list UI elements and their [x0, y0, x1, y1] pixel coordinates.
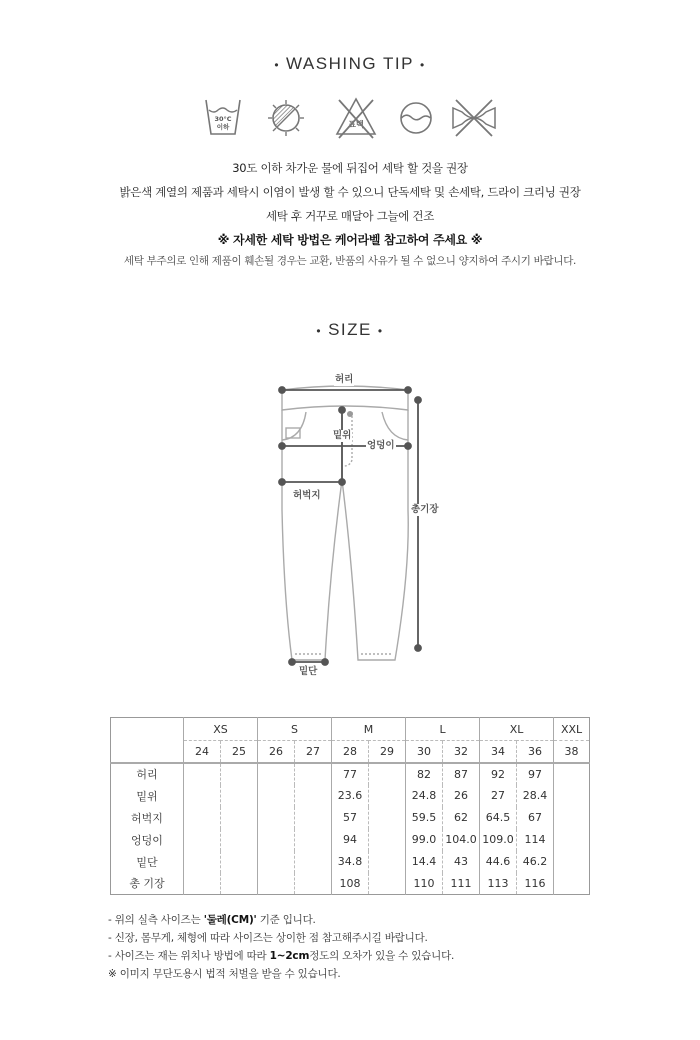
size-group-xs: XS — [184, 718, 258, 741]
table-row-hip — [111, 829, 590, 851]
label-total-length: 총기장 — [411, 504, 439, 515]
cell: 64.5 — [480, 807, 517, 829]
cell — [258, 851, 295, 873]
size-27: 27 — [295, 741, 332, 763]
no-direct-sun-icon — [262, 96, 310, 140]
note-text: ※ 이미지 무단도용시 법적 처벌을 받을 수 있습니다. — [108, 968, 341, 980]
size-34: 34 — [480, 741, 517, 763]
cell — [295, 851, 332, 873]
cell: 111 — [443, 873, 480, 895]
tip-line: 세탁 후 거꾸로 매달아 그늘에 건조 — [265, 209, 435, 223]
cell — [258, 785, 295, 807]
cell: 34.8 — [332, 851, 369, 873]
cell — [221, 829, 258, 851]
size-group-header-row — [111, 718, 590, 741]
cell: 77 — [332, 763, 369, 785]
cell — [221, 851, 258, 873]
svg-text:이하: 이하 — [216, 123, 230, 131]
cell — [554, 763, 590, 785]
table-row-waist — [111, 763, 590, 785]
cell: 116 — [517, 873, 554, 895]
size-38: 38 — [554, 741, 590, 763]
row-label: 밑단 — [136, 855, 158, 869]
cell — [295, 829, 332, 851]
no-wring-icon — [450, 96, 498, 140]
size-36: 36 — [517, 741, 554, 763]
washing-tip-title — [0, 54, 700, 74]
cell — [369, 829, 406, 851]
cell — [258, 873, 295, 895]
note-text: - 신장, 몸무게, 체형에 따라 사이즈는 상이한 점 참고해주시길 바랍니다. — [108, 932, 428, 944]
header-corner-cell — [111, 718, 184, 763]
size-group-xxl: XXL — [554, 718, 590, 741]
bullet-dot: • — [316, 323, 323, 338]
cell: 43 — [443, 851, 480, 873]
cell: 97 — [517, 763, 554, 785]
table-row-hem — [111, 851, 590, 873]
size-table — [110, 717, 590, 895]
cell — [554, 829, 590, 851]
cell: 62 — [443, 807, 480, 829]
cell — [221, 785, 258, 807]
label-hem: 밑단 — [299, 666, 318, 677]
cell — [184, 785, 221, 807]
size-group-xl: XL — [480, 718, 554, 741]
row-label: 허리 — [136, 768, 158, 781]
row-label: 총 기장 — [129, 877, 165, 891]
tip-line: 30도 이하 차가운 물에 뒤집어 세탁 할 것을 권장 — [232, 161, 468, 175]
cell: 104.0 — [443, 829, 480, 851]
size-26: 26 — [258, 741, 295, 763]
cell — [369, 873, 406, 895]
cell: 46.2 — [517, 851, 554, 873]
label-hip: 엉덩이 — [367, 440, 395, 451]
cell — [258, 829, 295, 851]
cell: 44.6 — [480, 851, 517, 873]
size-title — [0, 320, 700, 340]
care-icons-row — [200, 96, 500, 140]
table-row-thigh — [111, 807, 590, 829]
cell: 113 — [480, 873, 517, 895]
size-notes — [108, 911, 608, 983]
cell: 99.0 — [406, 829, 443, 851]
note-line — [108, 929, 608, 947]
table-row-rise — [111, 785, 590, 807]
note-line — [108, 965, 608, 983]
tip-line: 밝은색 계열의 제품과 세탁시 이염이 발생 할 수 있으니 단독세탁 및 손세탁, 드라이 크리닝 권장 — [119, 185, 581, 199]
cell — [184, 829, 221, 851]
note-text: 정도의 오차가 있을 수 있습니다. — [309, 950, 455, 962]
note-emphasis: 1~2cm — [269, 950, 310, 962]
note-line — [108, 947, 608, 965]
label-rise: 밑위 — [333, 430, 352, 441]
svg-text:표백: 표백 — [348, 120, 364, 129]
cell: 67 — [517, 807, 554, 829]
cell — [369, 763, 406, 785]
pants-measurement-diagram — [270, 370, 450, 680]
svg-text:30°C: 30°C — [214, 115, 232, 123]
cell — [184, 807, 221, 829]
cell — [295, 763, 332, 785]
size-title-text: SIZE — [328, 320, 372, 339]
cell — [295, 873, 332, 895]
size-25: 25 — [221, 741, 258, 763]
cell: 114 — [517, 829, 554, 851]
cell: 108 — [332, 873, 369, 895]
note-text: - 위의 실측 사이즈는 — [108, 914, 204, 926]
cell — [554, 851, 590, 873]
bullet-dot: • — [274, 57, 281, 72]
size-30: 30 — [406, 741, 443, 763]
label-thigh: 허벅지 — [293, 490, 321, 501]
size-24: 24 — [184, 741, 221, 763]
cell — [554, 807, 590, 829]
size-group-s: S — [258, 718, 332, 741]
cell: 94 — [332, 829, 369, 851]
note-text: - 사이즈는 재는 위치나 방법에 따라 — [108, 950, 270, 962]
cell: 110 — [406, 873, 443, 895]
cell — [295, 785, 332, 807]
tip-disclaimer: 세탁 부주의로 인해 제품이 훼손될 경우는 교환, 반품의 사유가 될 수 없으니 양지하여 주시기 바랍니다. — [123, 255, 577, 267]
wash-30c-icon — [202, 96, 250, 140]
cell: 28.4 — [517, 785, 554, 807]
cell — [369, 807, 406, 829]
row-label: 밑위 — [136, 789, 158, 803]
bullet-dot: • — [377, 323, 384, 338]
cell — [184, 763, 221, 785]
cell — [295, 807, 332, 829]
cell: 92 — [480, 763, 517, 785]
cell — [221, 807, 258, 829]
bullet-dot: • — [419, 57, 426, 72]
cell — [369, 785, 406, 807]
size-28: 28 — [332, 741, 369, 763]
note-emphasis: '둘레(CM)' — [203, 914, 257, 926]
size-group-m: M — [332, 718, 406, 741]
row-label: 엉덩이 — [131, 833, 163, 847]
cell: 27 — [480, 785, 517, 807]
cell: 87 — [443, 763, 480, 785]
cell: 57 — [332, 807, 369, 829]
cell: 82 — [406, 763, 443, 785]
cell — [184, 873, 221, 895]
cell — [554, 785, 590, 807]
cell — [184, 851, 221, 873]
cell: 24.8 — [406, 785, 443, 807]
cell: 59.5 — [406, 807, 443, 829]
cell — [221, 873, 258, 895]
no-bleach-icon — [332, 96, 380, 140]
size-group-l: L — [406, 718, 480, 741]
cell: 23.6 — [332, 785, 369, 807]
washing-tip-title-text: WASHING TIP — [286, 54, 414, 73]
cell — [258, 763, 295, 785]
label-waist: 허리 — [335, 374, 354, 385]
table-row-total-length — [111, 873, 590, 895]
cell: 26 — [443, 785, 480, 807]
cell — [369, 851, 406, 873]
size-32: 32 — [443, 741, 480, 763]
washing-tips — [0, 156, 700, 272]
tumble-dry-gentle-icon — [392, 96, 440, 140]
row-label: 허벅지 — [131, 811, 163, 825]
size-29: 29 — [369, 741, 406, 763]
cell — [554, 873, 590, 895]
note-text: 기준 입니다. — [256, 914, 316, 926]
cell: 109.0 — [480, 829, 517, 851]
cell — [258, 807, 295, 829]
cell — [221, 763, 258, 785]
care-label-notice: ※ 자세한 세탁 방법은 케어라벨 참고하여 주세요 ※ — [217, 233, 483, 247]
note-line — [108, 911, 608, 929]
cell: 14.4 — [406, 851, 443, 873]
